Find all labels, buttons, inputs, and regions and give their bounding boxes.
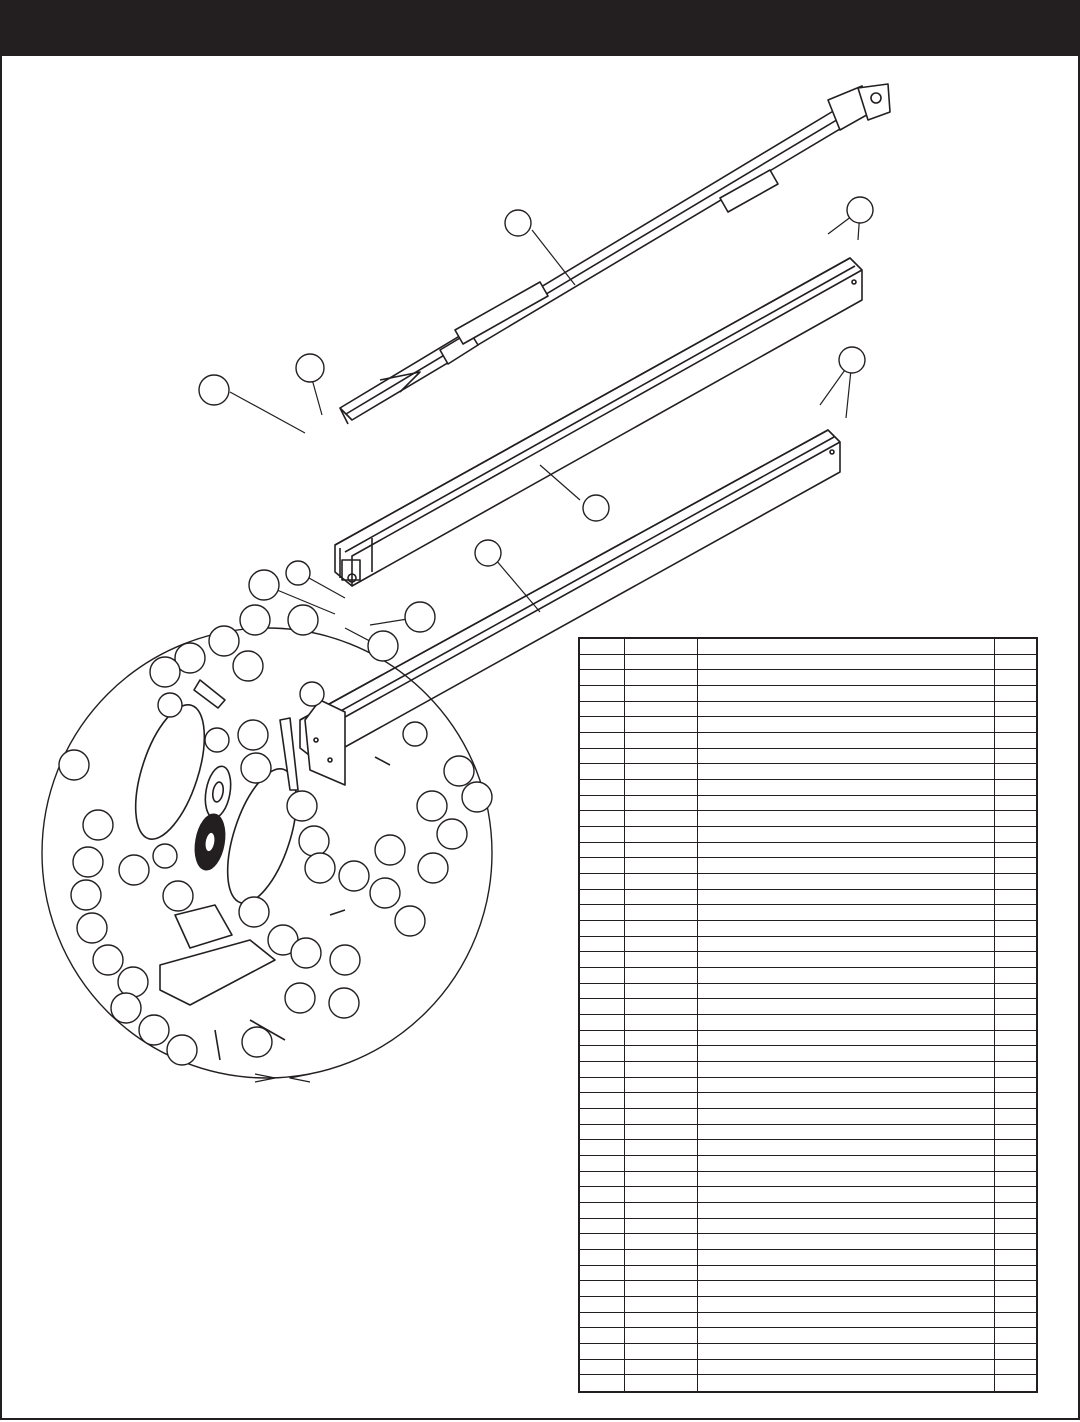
table-row — [580, 999, 1036, 1015]
table-row — [580, 968, 1036, 984]
table-row — [580, 1234, 1036, 1250]
table-row — [580, 1297, 1036, 1313]
table-row — [580, 639, 1036, 655]
table-row — [580, 1109, 1036, 1125]
table-row — [580, 811, 1036, 827]
table-row — [580, 780, 1036, 796]
table-row — [580, 1015, 1036, 1031]
table-row — [580, 1313, 1036, 1329]
table-row — [580, 1187, 1036, 1203]
table-row — [580, 1172, 1036, 1188]
table-row — [580, 952, 1036, 968]
table-row — [580, 686, 1036, 702]
table-row — [580, 984, 1036, 1000]
table-row — [580, 1375, 1036, 1391]
table-row — [580, 1156, 1036, 1172]
table-row — [580, 1250, 1036, 1266]
table-row — [580, 890, 1036, 906]
table-row — [580, 843, 1036, 859]
table-row — [580, 1125, 1036, 1141]
table-row — [580, 733, 1036, 749]
table-row — [580, 1219, 1036, 1235]
table-row — [580, 1360, 1036, 1376]
table-row — [580, 717, 1036, 733]
table-row — [580, 764, 1036, 780]
table-row — [580, 1344, 1036, 1360]
table-row — [580, 1140, 1036, 1156]
table-row — [580, 1031, 1036, 1047]
table-row — [580, 1062, 1036, 1078]
table-row — [580, 796, 1036, 812]
upper-boom-section — [335, 258, 862, 586]
table-row — [580, 1093, 1036, 1109]
table-row — [580, 749, 1036, 765]
table-row — [580, 1046, 1036, 1062]
table-row — [580, 1328, 1036, 1344]
parts-table — [578, 637, 1038, 1393]
table-row — [580, 670, 1036, 686]
table-row — [580, 905, 1036, 921]
table-row — [580, 1281, 1036, 1297]
table-row — [580, 1203, 1036, 1219]
table-row — [580, 827, 1036, 843]
table-row — [580, 921, 1036, 937]
table-row — [580, 1078, 1036, 1094]
telescoping-cylinder — [340, 84, 890, 424]
table-row — [580, 937, 1036, 953]
table-row — [580, 702, 1036, 718]
table-row — [580, 874, 1036, 890]
table-row — [580, 858, 1036, 874]
table-row — [580, 655, 1036, 671]
table-row — [580, 1266, 1036, 1282]
